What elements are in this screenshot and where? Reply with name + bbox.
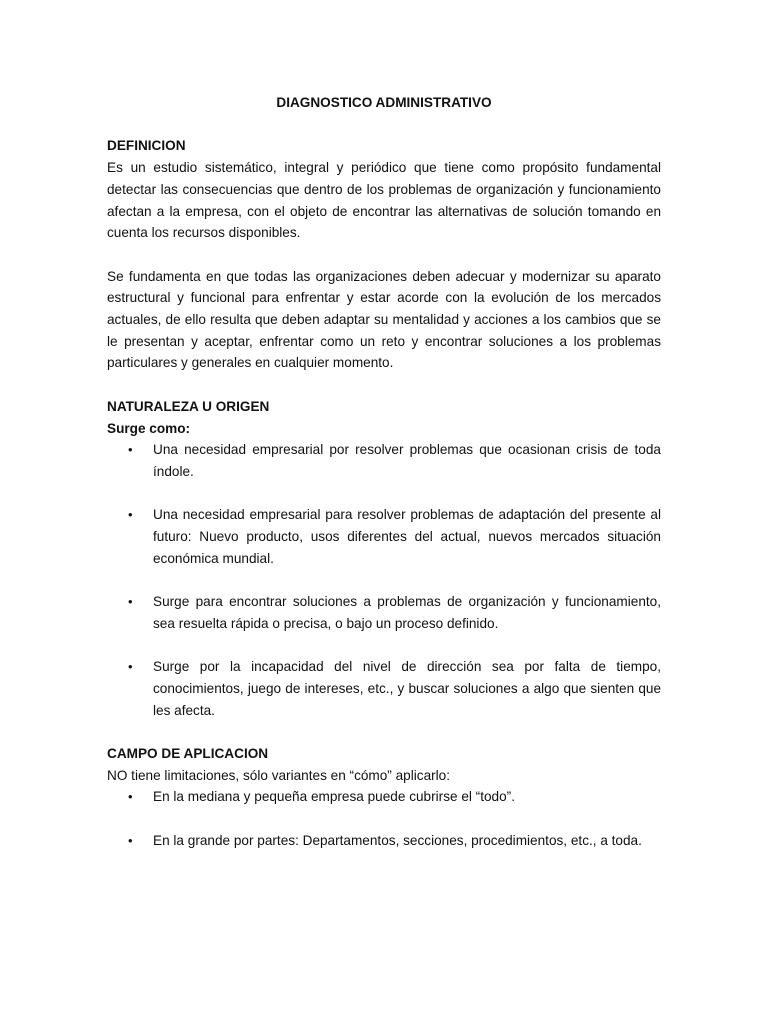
naturaleza-list	[107, 439, 661, 721]
list-item	[107, 656, 661, 721]
bullet-icon: •	[128, 789, 133, 805]
section-campo	[107, 743, 661, 852]
bullet-icon: •	[128, 442, 133, 458]
list-item-text: Una necesidad empresarial para resolver problemas de adaptación del presente al futuro: Nuevo producto, usos diferentes del actual, nuevos mercados situación económica mundial.	[153, 507, 661, 566]
list-item-text: Una necesidad empresarial por resolver problemas que ocasionan crisis de toda índole.	[153, 442, 661, 479]
paragraph-campo-intro: NO tiene limitaciones, sólo variantes en “cómo” aplicarlo:	[107, 767, 451, 783]
section-heading-campo: CAMPO DE APLICACION	[107, 745, 269, 761]
list-item	[107, 591, 661, 634]
document-page	[107, 92, 661, 851]
list-item	[107, 786, 661, 808]
bullet-icon: •	[128, 832, 133, 848]
paragraph-definicion-1: Es un estudio sistemático, integral y periódico que tiene como propósito fundamental detectar las consecuencias que dentro de los problemas de organización y funcionamiento afectan a la empresa, con el objeto de encontrar las alternativas de solución tomando en cuenta los recursos disponibles.	[107, 160, 661, 241]
list-item	[107, 439, 661, 482]
list-item	[107, 830, 661, 852]
section-subheading-surge: Surge como:	[107, 420, 191, 436]
section-definicion	[107, 135, 661, 374]
bullet-icon: •	[128, 594, 133, 610]
list-item-text: En la grande por partes: Departamentos, secciones, procedimientos, etc., a toda.	[153, 832, 642, 848]
section-heading-definicion: DEFINICION	[107, 138, 186, 154]
document-title: DIAGNOSTICO ADMINISTRATIVO	[276, 95, 492, 110]
campo-list	[107, 786, 661, 851]
list-item-text: Surge por la incapacidad del nivel de dirección sea por falta de tiempo, conocimientos, juego de intereses, etc., y buscar soluciones a algo que sienten que les afecta.	[153, 659, 661, 718]
bullet-icon: •	[128, 659, 133, 675]
bullet-icon: •	[128, 507, 133, 523]
list-item-text: Surge para encontrar soluciones a problemas de organización y funcionamiento, sea resuelta rápida o precisa, o bajo un proceso definido.	[153, 594, 661, 631]
paragraph-definicion-2: Se fundamenta en que todas las organizaciones deben adecuar y modernizar su aparato estructural y funcional para enfrentar y estar acorde con la evolución de los mercados actuales, de ello resulta que deben adaptar su mentalidad y acciones a los cambios que se le presentan y aceptar, enfrentar como un reto y encontrar soluciones a los problemas particulares y generales en cualquier momento.	[107, 268, 661, 371]
section-heading-naturaleza: NATURALEZA U ORIGEN	[107, 398, 270, 414]
list-item	[107, 504, 661, 569]
section-naturaleza	[107, 396, 661, 722]
list-item-text: En la mediana y pequeña empresa puede cubrirse el “todo”.	[153, 789, 515, 805]
